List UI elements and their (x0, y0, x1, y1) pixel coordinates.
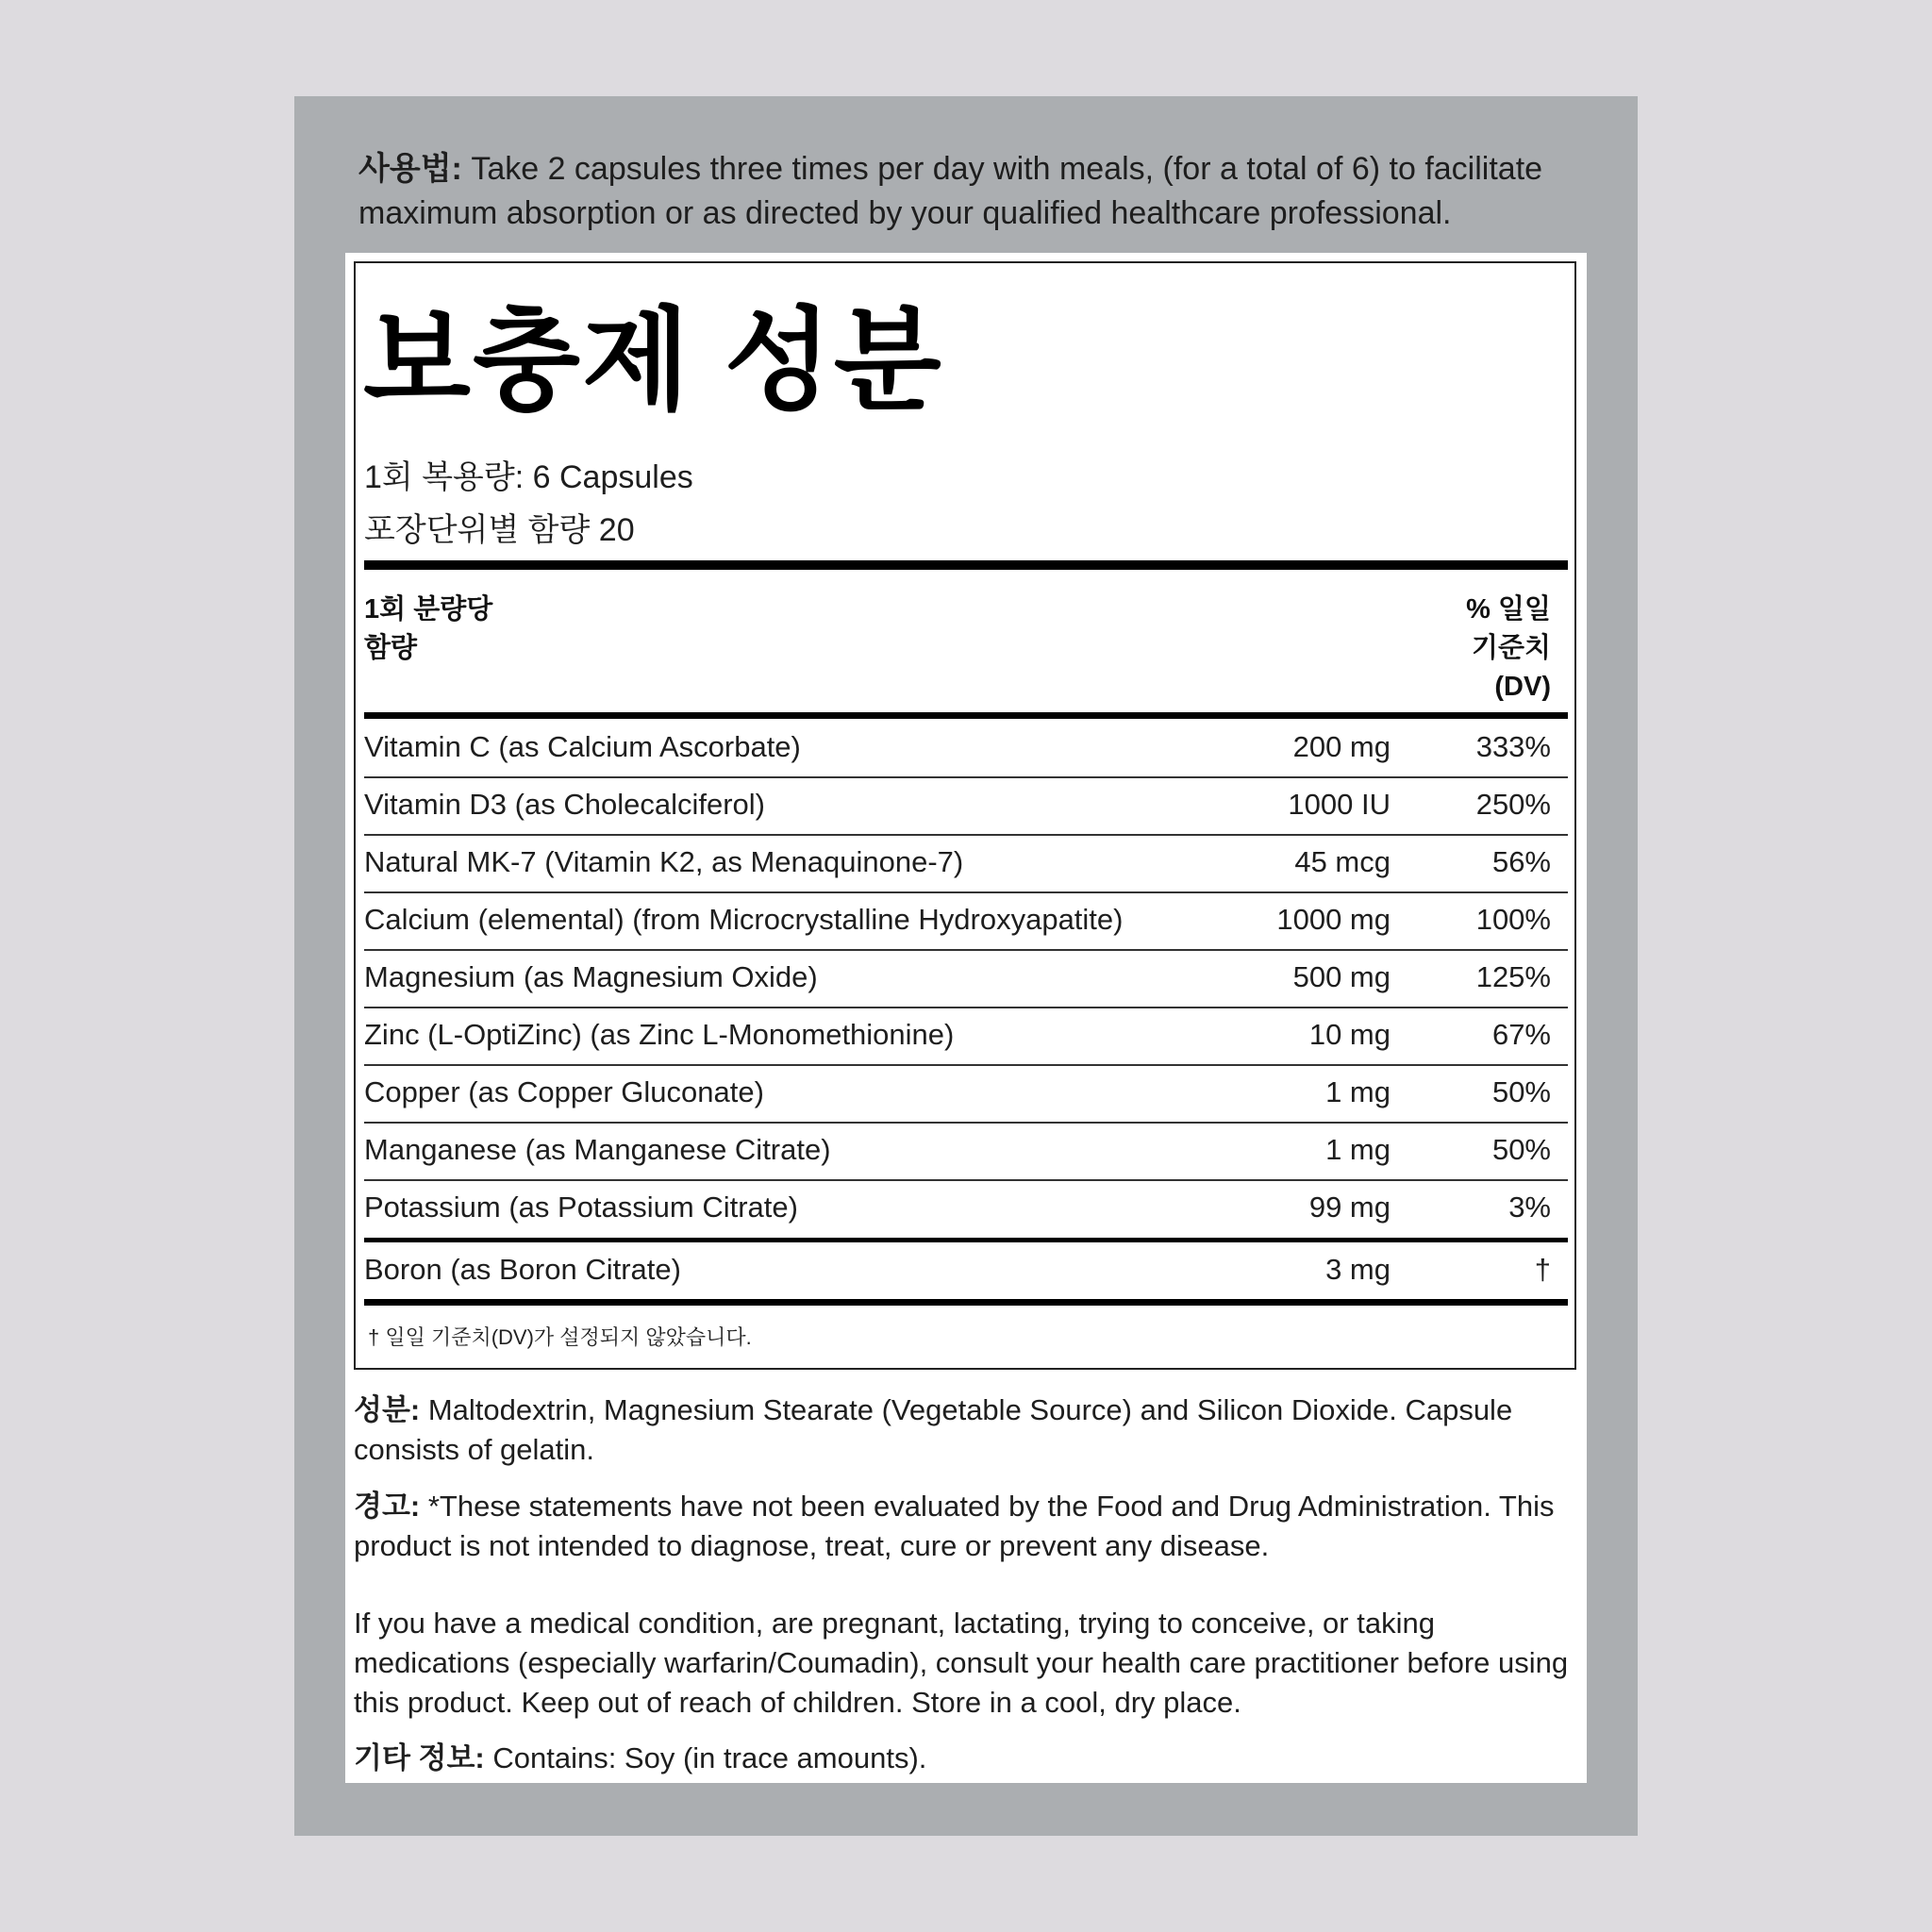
thick-divider-header (364, 712, 1568, 719)
nutrient-row (364, 1008, 1568, 1066)
serving-size: 1회 복용량: 6 Capsules (364, 459, 693, 495)
warning-label: 경고: (354, 1490, 421, 1523)
nutrient-dv: 56% (1491, 845, 1551, 878)
ingredients-label: 성분: (354, 1393, 421, 1426)
nutrient-amount: 99 mg (1308, 1191, 1391, 1224)
dv-header-line3: (DV) (1494, 672, 1551, 702)
thick-divider-bottom (364, 1299, 1568, 1306)
nutrient-name: Copper (as Copper Gluconate) (364, 1075, 764, 1108)
nutrient-row (364, 778, 1568, 836)
nutrient-row (364, 721, 1568, 778)
directions-text (358, 147, 1585, 236)
nutrient-dv: 50% (1491, 1133, 1551, 1166)
supplement-facts-title: 보충제 성분 (363, 299, 943, 424)
nutrient-name: Manganese (as Manganese Citrate) (364, 1133, 831, 1166)
nutrient-row (364, 1124, 1568, 1181)
nutrient-amount: 45 mcg (1294, 845, 1391, 878)
other-info-body: Contains: Soy (in trace amounts). (492, 1741, 927, 1774)
nutrient-dv: 3% (1508, 1191, 1551, 1224)
nutrient-amount: 3 mg (1325, 1253, 1391, 1286)
nutrient-name: Boron (as Boron Citrate) (364, 1253, 681, 1286)
amount-header-line1: 1회 분량당 (364, 594, 493, 625)
amount-per-serving-header (364, 591, 492, 668)
warning-text (354, 1487, 1580, 1566)
nutrient-dv: 67% (1491, 1018, 1551, 1051)
servings-per-container: 포장단위별 함량 20 (364, 512, 635, 548)
other-info-label: 기타 정보: (354, 1741, 485, 1774)
directions-body: Take 2 capsules three times per day with meals, (for a total of 6) to facilitate maximum absorption or as directed by your qualified healthcare professional. (358, 151, 1543, 231)
nutrient-name: Magnesium (as Magnesium Oxide) (364, 960, 818, 993)
nutrient-row (364, 836, 1568, 893)
dv-header-line2: 기준치 (1471, 633, 1551, 663)
nutrient-amount: 1000 mg (1276, 903, 1391, 936)
thick-divider-mid (364, 1238, 1568, 1242)
nutrient-name: Natural MK-7 (Vitamin K2, as Menaquinone-7) (364, 845, 964, 878)
thick-divider-top (364, 560, 1568, 570)
daily-value-header (1466, 591, 1551, 707)
nutrient-row (364, 893, 1568, 951)
dv-footnote: † 일일 기준치(DV)가 설정되지 않았습니다. (368, 1325, 752, 1349)
nutrient-amount: 500 mg (1292, 960, 1391, 993)
nutrient-row (364, 1066, 1568, 1124)
nutrient-amount: 1 mg (1325, 1075, 1391, 1108)
nutrient-name: Vitamin D3 (as Cholecalciferol) (364, 788, 765, 821)
warning-text-2: If you have a medical condition, are pregnant, lactating, trying to conceive, or taking medications (especially warfarin/Coumadin), consult your health care practitioner before using this product. Keep out of reach of children. Store in a cool, dry place. (354, 1607, 1569, 1719)
nutrient-amount: 10 mg (1308, 1018, 1391, 1051)
amount-header-line2: 함량 (364, 633, 418, 663)
ingredients-text (354, 1391, 1580, 1470)
warning-body: *These statements have not been evaluated by the Food and Drug Administration. This product is not intended to diagnose, treat, cure or prevent any disease. (354, 1490, 1555, 1562)
nutrient-amount: 1 mg (1325, 1133, 1391, 1166)
dv-header-line1: % 일일 (1466, 594, 1551, 625)
nutrient-row (364, 1181, 1568, 1239)
nutrient-name: Potassium (as Potassium Citrate) (364, 1191, 798, 1224)
nutrient-name: Zinc (L-OptiZinc) (as Zinc L-Monomethionine) (364, 1018, 955, 1051)
nutrient-row (364, 1243, 1568, 1298)
other-info-text (354, 1739, 1580, 1778)
nutrient-amount: 1000 IU (1288, 788, 1391, 821)
nutrient-name: Vitamin C (as Calcium Ascorbate) (364, 730, 801, 763)
nutrient-dv: 125% (1475, 960, 1551, 993)
nutrient-dv: 333% (1475, 730, 1551, 763)
ingredients-body: Maltodextrin, Magnesium Stearate (Vegetable Source) and Silicon Dioxide. Capsule consists of gelatin. (354, 1393, 1513, 1466)
nutrient-dv: 250% (1475, 788, 1551, 821)
directions-label: 사용법: (358, 151, 462, 187)
nutrient-dv: † (1534, 1253, 1551, 1286)
nutrient-dv: 50% (1491, 1075, 1551, 1108)
nutrient-row (364, 951, 1568, 1008)
nutrient-name: Calcium (elemental) (from Microcrystalline Hydroxyapatite) (364, 903, 1124, 936)
nutrient-amount: 200 mg (1292, 730, 1391, 763)
nutrient-dv: 100% (1475, 903, 1551, 936)
